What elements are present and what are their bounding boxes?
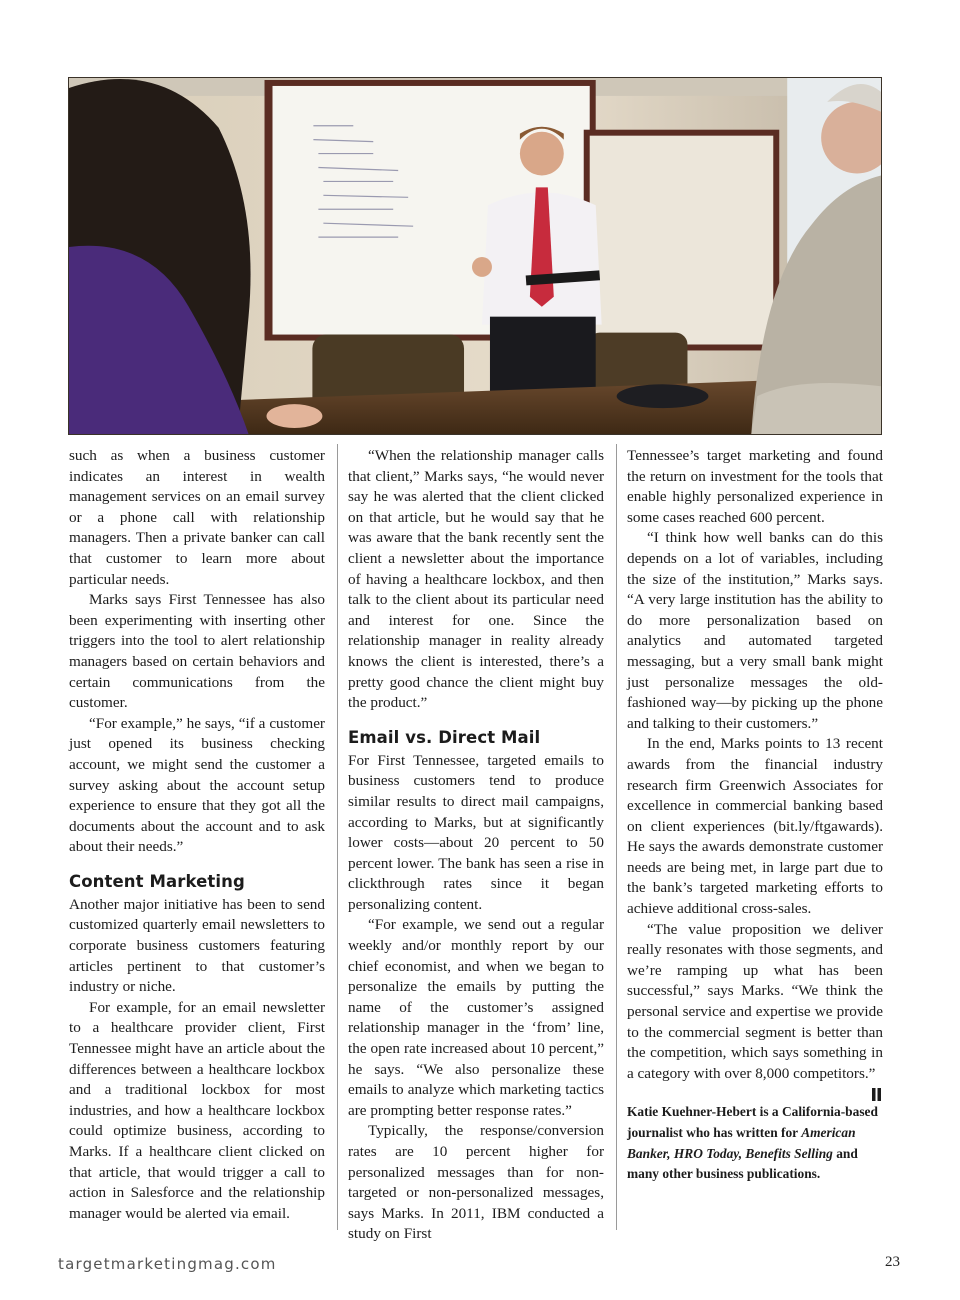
paragraph: “For example, we send out a regular weekly and/or monthly report by our chief economist, and when we began to personalize the emails by putting the name of the customer’s assigned relationship manager in the ‘from’ line, the open rate increased about 10 percent,” he says. “We also personalize these emails to analyze which marketing tactics are prompting better response rates.” (348, 916, 604, 1119)
column-divider (616, 444, 617, 1230)
bio-text: Katie Kuehner-Hebert is a California-based journalist who has written for (627, 1104, 878, 1140)
photo-meeting-image (69, 78, 881, 434)
article-column-1 (69, 446, 325, 1224)
article-column-3 (627, 446, 883, 1185)
paragraph: In the end, Marks points to 13 recent awards from the financial industry research firm Greenwich Associates for excellence in commercial banking based on client experiences (bit.ly/ftgawards). He says the awards demonstrate customer needs are being met, in large part due to the bank’s targeted marketing efforts to achieve additional cross-sales. (627, 735, 883, 918)
paragraph: Another major initiative has been to send customized quarterly email newsletters to corporate business customers featuring articles pertinent to that customer’s industry or niche. (69, 895, 325, 996)
paragraph: “When the relationship manager calls that client,” Marks says, “he would never say he was alerted that the client clicked on that article, but he would say that he was aware that the bank recently sent the client a newsletter about the importance of having a healthcare lockbox, and then talk to the client about its particular need and interest for one. Since the relationship manager in reality already knows the client is interested, there’s a pretty good chance the client might buy the product.” (348, 447, 604, 712)
paragraph: Marks says First Tennessee has also been experimenting with inserting other triggers into the tool to alert relationship managers based on certain behaviors and certain communications from the customer. (69, 591, 325, 712)
paragraph: “I think how well banks can do this depends on a lot of variables, including the size of the institution,” Marks says. “A very large institution has the ability to do more personalization based on analytics and automated targeted messaging, but a very small bank might just personalize messages the old-fashioned way—by picking up the phone and talking to their customers.” (627, 529, 883, 732)
column-divider (337, 444, 338, 1230)
paragraph: Tennessee’s target marketing and found the return on investment for the tools that enable highly personalized experience in some cases reached 600 percent. (627, 447, 883, 526)
paragraph: Typically, the response/conversion rates are 10 percent higher for personalized messages than for non-targeted or non-personalized messages, says Marks. In 2011, IBM conducted a study on First (348, 1122, 604, 1243)
paragraph: For First Tennessee, targeted emails to business customers tend to produce similar results to direct mail campaigns, according to Marks, but at significantly lower costs—about 20 percent to 50 percent lower. The bank has seen a rise in clickthrough rates since it began personalizing content. (348, 751, 604, 913)
section-heading-email-vs-direct-mail: Email vs. Direct Mail (348, 727, 541, 747)
bio-publications: American Banker, HRO Today, Benefits Selling (627, 1125, 856, 1161)
paragraph-final (627, 920, 883, 1085)
author-bio (627, 1102, 883, 1184)
bio-text: and many other business publications. (627, 1145, 858, 1182)
footer-website-url: targetmarketingmag.com (58, 1255, 277, 1273)
section-heading-content-marketing: Content Marketing (69, 871, 245, 891)
paragraph-text: “The value proposition we deliver really resonates with those segments, and we’re ramping up what has been successful,” says Marks. “We think the personal service and expertise we provide to the commercial segment is better than the competition, which says something in a category with over 8,000 competitors.” (627, 920, 883, 1082)
paragraph: For example, for an email newsletter to a healthcare provider client, First Tennessee might have an article about the differences between a healthcare lockbox and a traditional lockbox for most industries, and how a healthcare lockbox could optimize business, according to Marks. If a healthcare client clicked on that article, that would trigger a call to action in Salesforce and the relationship manager would be alerted via email. (69, 998, 325, 1222)
page-number: 23 (885, 1254, 900, 1270)
article-photo (68, 77, 882, 435)
paragraph: “For example,” he says, “if a customer just opened its business checking account, we might send the customer a survey asking about the account setup experience to ensure that they got all the documents about the account and to ask about their needs.” (69, 714, 325, 856)
end-of-article-icon (872, 1088, 881, 1101)
article-column-2 (348, 446, 604, 1245)
paragraph: such as when a business customer indicates an interest in wealth management services on an email survey or a phone call with relationship managers. Then a private banker can call that customer to learn more about particular needs. (69, 447, 325, 588)
